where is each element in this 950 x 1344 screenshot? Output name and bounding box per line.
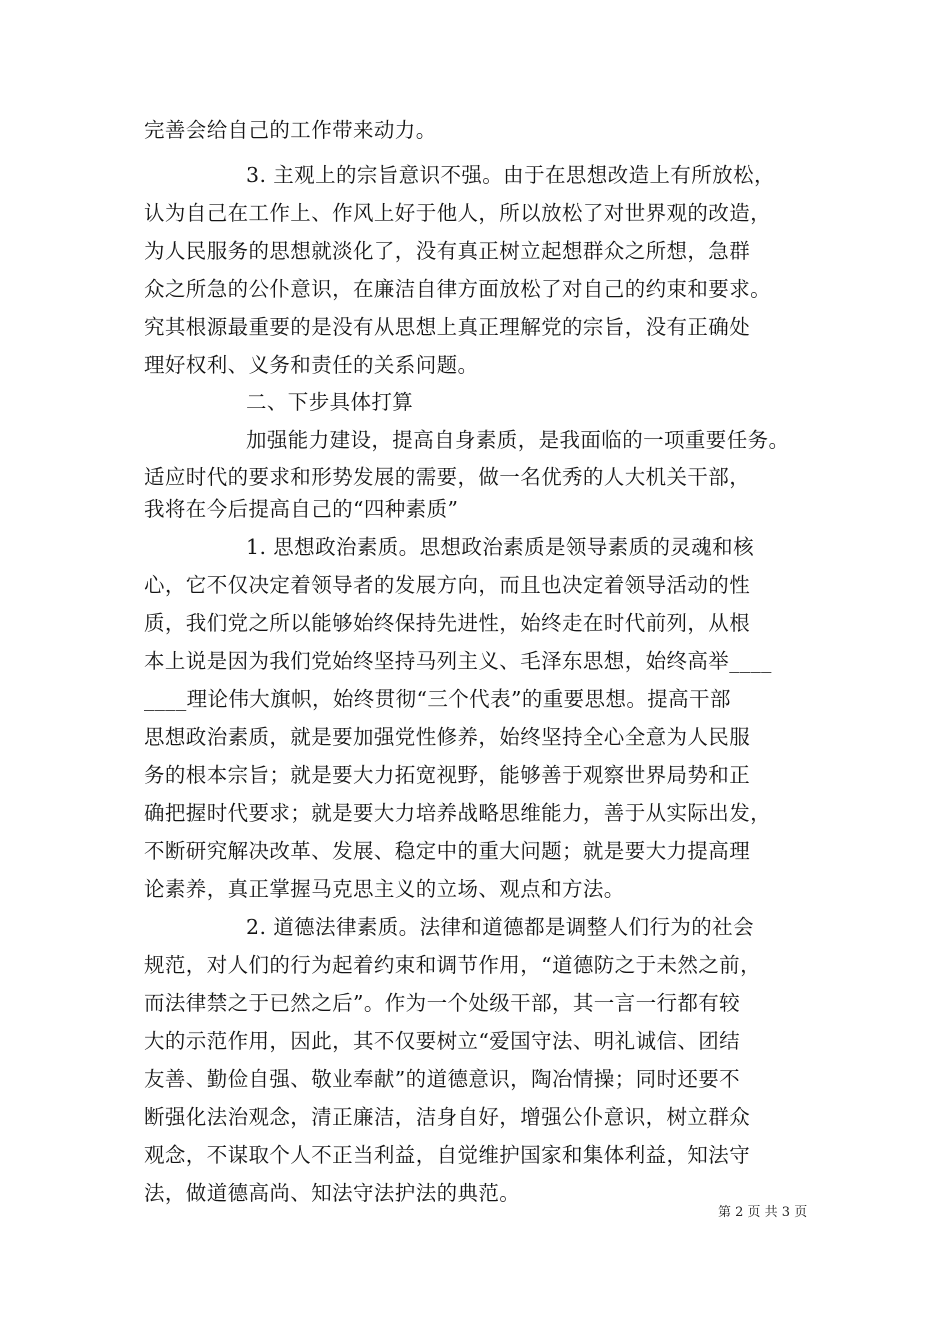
text-line: 断强化法治观念，清正廉洁，洁身自好，增强公仆意识，树立群众	[144, 1105, 751, 1129]
text-line: 务的根本宗旨；就是要大力拓宽视野，能够善于观察世界局势和正	[144, 763, 751, 787]
text-line: 心，它不仅决定着领导者的发展方向，而且也决定着领导活动的性	[144, 573, 751, 597]
text-line: 而法律禁之于已然之后”。作为一个处级干部，其一言一行都有较	[144, 991, 741, 1015]
section-heading: 二、下步具体打算	[246, 390, 414, 414]
text-line: 究其根源最重要的是没有从思想上真正理解党的宗旨，没有正确处	[144, 315, 751, 339]
text-line: ____理论伟大旗帜，始终贯彻“三个代表”的重要思想。提高干部	[144, 687, 731, 711]
text-line: 理好权利、义务和责任的关系问题。	[144, 353, 479, 377]
text-line: 适应时代的要求和形势发展的需要，做一名优秀的人大机关干部，	[144, 465, 751, 489]
text-line: 3. 主观上的宗旨意识不强。由于在思想改造上有所放松，	[246, 163, 775, 187]
text-line: 论素养，真正掌握马克思主义的立场、观点和方法。	[144, 877, 625, 901]
text-line: 完善会给自己的工作带来动力。	[144, 118, 437, 142]
text-line: 规范，对人们的行为起着约束和调节作用，“道德防之于未然之前，	[144, 953, 761, 977]
text-line: 确把握时代要求；就是要大力培养战略思维能力，善于从实际出发，	[144, 801, 771, 825]
text-line: 观念，不谋取个人不正当利益，自觉维护国家和集体利益，知法守	[144, 1143, 751, 1167]
text-line: 1. 思想政治素质。思想政治素质是领导素质的灵魂和核	[246, 535, 754, 559]
text-line: 本上说是因为我们党始终坚持马列主义、毛泽东思想，始终高举____	[144, 649, 772, 673]
text-line: 思想政治素质，就是要加强党性修养，始终坚持全心全意为人民服	[144, 725, 751, 749]
text-line: 众之所急的公仆意识，在廉洁自律方面放松了对自己的约束和要求。	[144, 277, 771, 301]
text-line: 法，做道德高尚、知法守法护法的典范。	[144, 1181, 521, 1205]
text-line: 认为自己在工作上、作风上好于他人，所以放松了对世界观的改造，	[144, 201, 771, 225]
text-line: 为人民服务的思想就淡化了，没有真正树立起想群众之所想，急群	[144, 239, 751, 263]
text-line: 我将在今后提高自己的“四种素质”	[144, 497, 459, 521]
text-line: 质，我们党之所以能够始终保持先进性，始终走在时代前列，从根	[144, 611, 751, 635]
text-line: 2. 道德法律素质。法律和道德都是调整人们行为的社会	[246, 915, 754, 939]
page-number: 第 2 页 共 3 页	[718, 1205, 808, 1220]
text-line: 大的示范作用，因此，其不仅要树立“爱国守法、明礼诚信、团结	[144, 1029, 741, 1053]
text-line: 不断研究解决改革、发展、稳定中的重大问题；就是要大力提高理	[144, 839, 751, 863]
text-line: 友善、勤俭自强、敬业奉献”的道德意识，陶冶情操；同时还要不	[144, 1067, 741, 1091]
text-line: 加强能力建设，提高自身素质，是我面临的一项重要任务。	[246, 428, 790, 452]
